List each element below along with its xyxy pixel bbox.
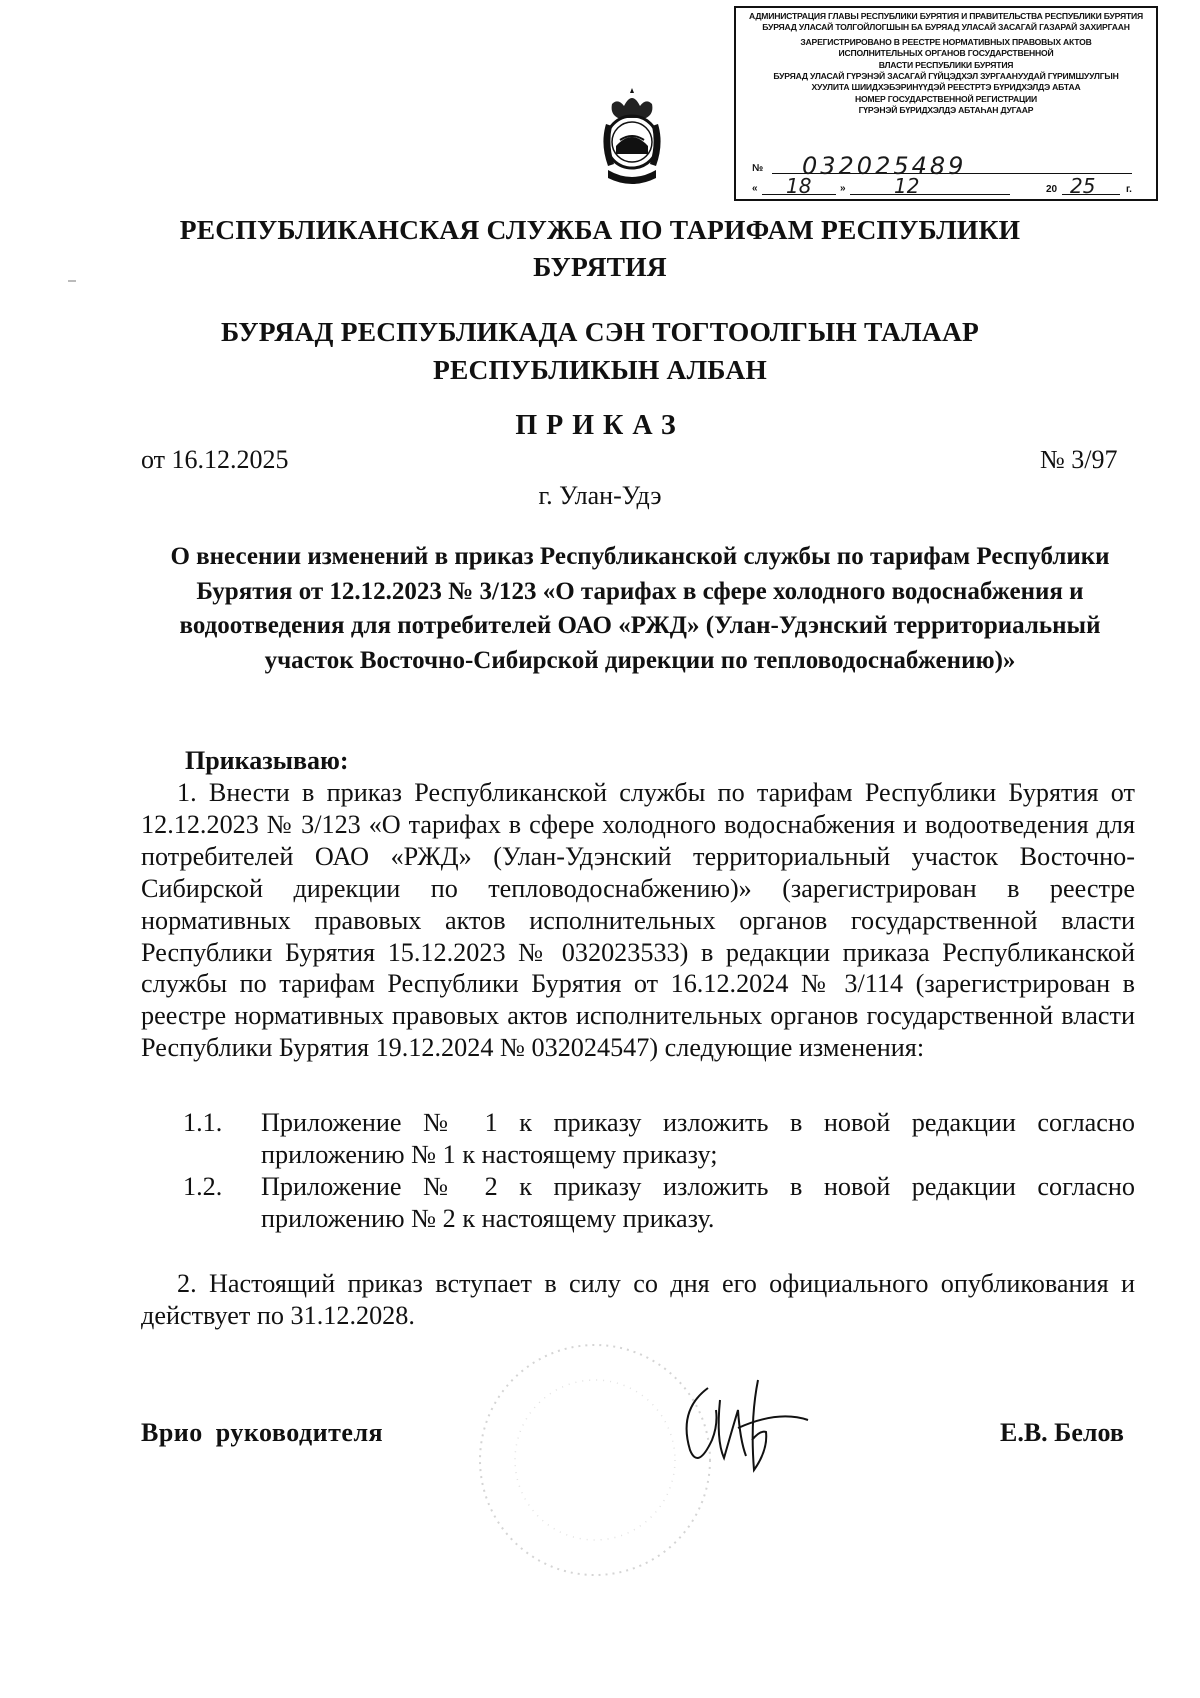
stamp-year-prefix: 20 [1046,184,1058,195]
stamp-line: АДМИНИСТРАЦИЯ ГЛАВЫ РЕСПУБЛИКИ БУРЯТИЯ И ПРАВИТЕЛЬСТВА РЕСПУБЛИКИ БУРЯТИЯ [749,11,1143,21]
stamp-line: ЗАРЕГИСТРИРОВАНО В РЕЕСТРЕ НОРМАТИВНЫХ ПРАВОВЫХ АКТОВ [800,36,1092,47]
paragraph-2 [141,1268,1135,1332]
paragraph-1-text: 1. Внести в приказ Республиканской службы по тарифам Республики Бурятия от 12.12.2023 № 3/123 «О тарифах в сфере холодного водоснабжения и водоотведения для потребителей ОАО «РЖД» (Улан-Удэнский территориальный участок Восточно-Сибирской дирекции по тепловодоснабжению)» (зарегистрирован в реестре нормативных правовых актов исполнительных органов государственной власти Республики Бурятия 15.12.2023 № 032023533) в редакции приказа Республиканской службы по тарифам Республики Бурятия от 16.12.2024 № 3/114 (зарегистрирован в реестре нормативных правовых актов исполнительных органов государственной власти Республики Бурятия 19.12.2024 № 032024547) следующие изменения: [141,778,1135,1063]
document-city: г. Улан-Удэ [538,481,662,510]
document-type: ПРИКАЗ [515,410,685,441]
subitem-text: Приложение № 2 к приказу изложить в новой редакции согласно приложению № 2 к настоящему приказу. [261,1172,1135,1233]
stamp-line: БУРЯАД УЛАСАЙ ГҮРЭНЭЙ ЗАСАГАЙ ГҮЙЦЭДХЭЛ ЗУРГААНУУДАЙ ГҮРИМШУУЛГЫН [773,71,1119,82]
subitem-1-1 [183,1107,1135,1171]
registration-stamp [734,6,1158,201]
agency-name-ru: РЕСПУБЛИКАНСКАЯ СЛУЖБА ПО ТАРИФАМ РЕСПУБЛИКИ [179,214,1021,245]
agency-name-bua-cont: РЕСПУБЛИКЫН АЛБАН [433,354,767,385]
document-number: № 3/97 [1040,445,1118,474]
stamp-date-day: 18 [786,174,812,198]
stamp-line: ИСПОЛНИТЕЛЬНЫХ ОРГАНОВ ГОСУДАРСТВЕННОЙ [838,48,1054,59]
agency-name-bua: БУРЯАД РЕСПУБЛИКАДА СЭН ТОГТООЛГЫН ТАЛААР [220,316,980,347]
subitem-text: Приложение № 1 к приказу изложить в новой редакции согласно приложению № 1 к настоящему приказу; [261,1108,1135,1169]
stamp-number-label: № [752,163,764,174]
document-date: от 16.12.2025 [141,445,289,474]
stamp-registration-number: 032025489 [802,152,967,180]
paragraph-2-text: 2. Настоящий приказ вступает в силу со дня его официального опубликования и действует по 31.12.2028. [141,1269,1135,1330]
stamp-date-month: 12 [894,174,920,198]
subitem-number: 1.2. [183,1172,223,1201]
handwritten-signature-icon [668,1370,818,1480]
order-word: Приказываю: [185,746,349,775]
paragraph-1 [141,777,1135,1064]
document-title: О внесении изменений в приказ Республиканской службы по тарифам Республики Бурятия от 12.12.2023 № 3/123 «О тарифах в сфере холодного водоснабжения и водоотведения для потребителей ОАО «РЖД» (Улан-Удэнский территориальный участок Восточно-Сибирской дирекции по тепловодоснабжению)» [170,543,1110,674]
stamp-line: НОМЕР ГОСУДАРСТВЕННОЙ РЕГИСТРАЦИИ [855,93,1037,104]
stamp-line: ВЛАСТИ РЕСПУБЛИКИ БУРЯТИЯ [878,59,1014,70]
stamp-line: БУРЯАД УЛАСАЙ ТОЛГОЙЛОГШЫН БА БУРЯАД УЛАСАЙ ЗАСАГАЙ ГАЗАРАЙ ЗАХИРГААН [762,22,1130,33]
agency-name-ru-cont: БУРЯТИЯ [533,251,667,282]
stamp-year-suffix: г. [1126,184,1132,195]
coat-of-arms-icon [594,84,670,192]
stamp-line: ГҮРЭНЭЙ БҮРИДХЭЛДЭ АБТАҺАН ДУГААР [858,105,1034,116]
stamp-year: 25 [1070,174,1096,198]
scan-edge-mark [68,280,76,282]
subitem-1-2 [183,1171,1135,1235]
subitem-number: 1.1. [183,1108,223,1137]
signatory-name: Е.В. Белов [1000,1418,1124,1447]
signatory-position: Врио руководителя [141,1418,384,1447]
stamp-line: ХУУЛИТА ШИИДХЭБЭРИНҮҮДЭЙ РЕЕСТРТЭ БҮРИДХЭЛДЭ АБТАА [811,82,1081,93]
stamp-date-row: « 18 » 12 20 25 г. [752,174,1132,198]
